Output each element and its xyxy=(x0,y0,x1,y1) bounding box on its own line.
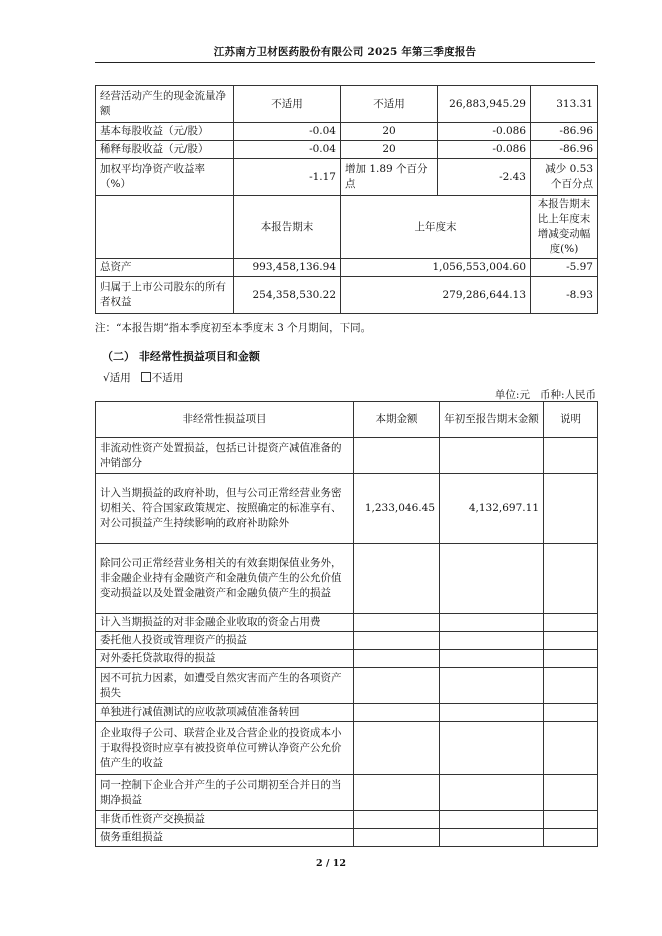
cell-note xyxy=(544,668,598,704)
cell-current xyxy=(354,722,440,775)
cell-period-end: 993,458,136.94 xyxy=(234,259,341,277)
applicability-selector xyxy=(103,370,183,385)
row-label: 债务重组损益 xyxy=(96,829,354,847)
table-row xyxy=(96,141,598,159)
table-row xyxy=(96,722,598,775)
cell-note xyxy=(544,704,598,722)
page-header: 江苏南方卫材医药股份有限公司 2025 年第三季度报告 xyxy=(213,46,477,58)
cell-ytd xyxy=(440,811,544,829)
cell-ytd-yoy: -86.96 xyxy=(531,141,598,159)
cell-current xyxy=(354,650,440,668)
cell-current xyxy=(354,811,440,829)
cell-yoy: 20 xyxy=(341,141,438,159)
cell-note xyxy=(544,474,598,544)
table-row xyxy=(96,632,598,650)
cell-current xyxy=(354,614,440,632)
row-label: 加权平均净资产收益率（%） xyxy=(96,159,234,196)
cell-period-end: 254,358,530.22 xyxy=(234,277,341,314)
row-label: 非货币性资产交换损益 xyxy=(96,811,354,829)
section-title: （二） 非经常性损益项目和金额 xyxy=(102,350,260,363)
column-header-current: 本期金额 xyxy=(354,402,440,438)
table-row xyxy=(96,829,598,847)
row-label: 非流动性资产处置损益，包括已计提资产减值准备的冲销部分 xyxy=(96,438,354,474)
cell-note xyxy=(544,544,598,614)
header-divider xyxy=(95,62,595,63)
cell-current xyxy=(354,775,440,811)
cell-note xyxy=(544,650,598,668)
cell-ytd: 26,883,945.29 xyxy=(438,86,531,123)
row-label: 同一控制下企业合并产生的子公司期初至合并日的当期净损益 xyxy=(96,775,354,811)
empty-checkbox-icon xyxy=(141,372,151,382)
cell-note xyxy=(544,775,598,811)
cell-ytd-yoy: 减少 0.53 个百分点 xyxy=(531,159,598,196)
table-row xyxy=(96,614,598,632)
cell-note xyxy=(544,438,598,474)
table-row xyxy=(96,259,598,277)
row-label: 总资产 xyxy=(96,259,234,277)
table-row xyxy=(96,544,598,614)
report-period-note: 注：“本报告期”指本季度初至本季度末 3 个月期间，下同。 xyxy=(95,322,372,334)
cell-current xyxy=(354,668,440,704)
cell-ytd: -0.086 xyxy=(438,141,531,159)
row-label: 单独进行减值测试的应收款项减值准备转回 xyxy=(96,704,354,722)
cell-ytd: 4,132,697.11 xyxy=(440,474,544,544)
cell-current xyxy=(354,632,440,650)
cell-ytd xyxy=(440,775,544,811)
cell-ytd xyxy=(440,632,544,650)
cell-ytd xyxy=(440,704,544,722)
cell-yoy: 增加 1.89 个百分点 xyxy=(341,159,438,196)
cell-note xyxy=(544,829,598,847)
cell-ytd xyxy=(440,614,544,632)
row-label: 企业取得子公司、联营企业及合营企业的投资成本小于取得投资时应享有被投资单位可辨认净资产公允价值产生的收益 xyxy=(96,722,354,775)
cell-current: -1.17 xyxy=(234,159,341,196)
applicable-label: 适用 xyxy=(109,372,131,384)
cell-ytd xyxy=(440,668,544,704)
cell-current xyxy=(354,704,440,722)
cell-ytd: -0.086 xyxy=(438,123,531,141)
cell-current: 1,233,046.45 xyxy=(354,474,440,544)
row-label: 除同公司正常经营业务相关的有效套期保值业务外，非金融企业持有金融资产和金融负债产生的公允价值变动损益以及处置金融资产和金融负债产生的损益 xyxy=(96,544,354,614)
row-label: 归属于上市公司股东的所有者权益 xyxy=(96,277,234,314)
column-header-change-pct: 本报告期末比上年度末增减变动幅度(%) xyxy=(531,196,598,259)
cell-current xyxy=(354,829,440,847)
cell-current: -0.04 xyxy=(234,141,341,159)
cell-ytd xyxy=(440,650,544,668)
cell-prior-year-end: 279,286,644.13 xyxy=(341,277,531,314)
units-label: 单位:元 币种:人民币 xyxy=(494,389,596,401)
column-header-period-end: 本报告期末 xyxy=(234,196,341,259)
row-label: 经营活动产生的现金流量净额 xyxy=(96,86,234,123)
row-label: 因不可抗力因素，如遭受自然灾害而产生的各项资产损失 xyxy=(96,668,354,704)
cell-note xyxy=(544,614,598,632)
page-number: 2 / 12 xyxy=(316,858,346,869)
cell-yoy: 不适用 xyxy=(341,86,438,123)
cell-ytd-yoy: -86.96 xyxy=(531,123,598,141)
row-label: 计入当期损益的政府补助，但与公司正常经营业务密切相关、符合国家政策规定、按照确定的标准享有、对公司损益产生持续影响的政府补助除外 xyxy=(96,474,354,544)
cell-ytd xyxy=(440,544,544,614)
table-row xyxy=(96,704,598,722)
cell-current xyxy=(354,544,440,614)
table-row xyxy=(96,123,598,141)
cell-current xyxy=(354,438,440,474)
cell-ytd xyxy=(440,438,544,474)
column-header-ytd: 年初至报告期末金额 xyxy=(440,402,544,438)
not-applicable-label: 不适用 xyxy=(151,372,184,384)
table-row xyxy=(96,438,598,474)
cell-current: -0.04 xyxy=(234,123,341,141)
empty-header-cell xyxy=(96,196,234,259)
table-row xyxy=(96,474,598,544)
table-row xyxy=(96,86,598,123)
row-label: 对外委托贷款取得的损益 xyxy=(96,650,354,668)
cell-note xyxy=(544,632,598,650)
table-row xyxy=(96,650,598,668)
key-financial-indicators-table xyxy=(95,85,598,314)
table-row xyxy=(96,277,598,314)
cell-yoy: 20 xyxy=(341,123,438,141)
cell-prior-year-end: 1,056,553,004.60 xyxy=(341,259,531,277)
table-row xyxy=(96,811,598,829)
cell-ytd xyxy=(440,829,544,847)
row-label: 基本每股收益（元/股） xyxy=(96,123,234,141)
column-header-note: 说明 xyxy=(544,402,598,438)
cell-change-pct: -8.93 xyxy=(531,277,598,314)
checkmark-icon: √ xyxy=(103,372,110,384)
cell-current: 不适用 xyxy=(234,86,341,123)
cell-change-pct: -5.97 xyxy=(531,259,598,277)
row-label: 计入当期损益的对非金融企业收取的资金占用费 xyxy=(96,614,354,632)
cell-ytd: -2.43 xyxy=(438,159,531,196)
table-row xyxy=(96,159,598,196)
table-row xyxy=(96,668,598,704)
row-label: 稀释每股收益（元/股） xyxy=(96,141,234,159)
column-header-item: 非经常性损益项目 xyxy=(96,402,354,438)
table-header-row xyxy=(96,402,598,438)
column-header-prior-year-end: 上年度末 xyxy=(341,196,531,259)
table-header-row xyxy=(96,196,598,259)
cell-ytd xyxy=(440,722,544,775)
row-label: 委托他人投资或管理资产的损益 xyxy=(96,632,354,650)
cell-note xyxy=(544,722,598,775)
table-row xyxy=(96,775,598,811)
non-recurring-items-table xyxy=(95,401,598,847)
cell-note xyxy=(544,811,598,829)
cell-ytd-yoy: 313.31 xyxy=(531,86,598,123)
